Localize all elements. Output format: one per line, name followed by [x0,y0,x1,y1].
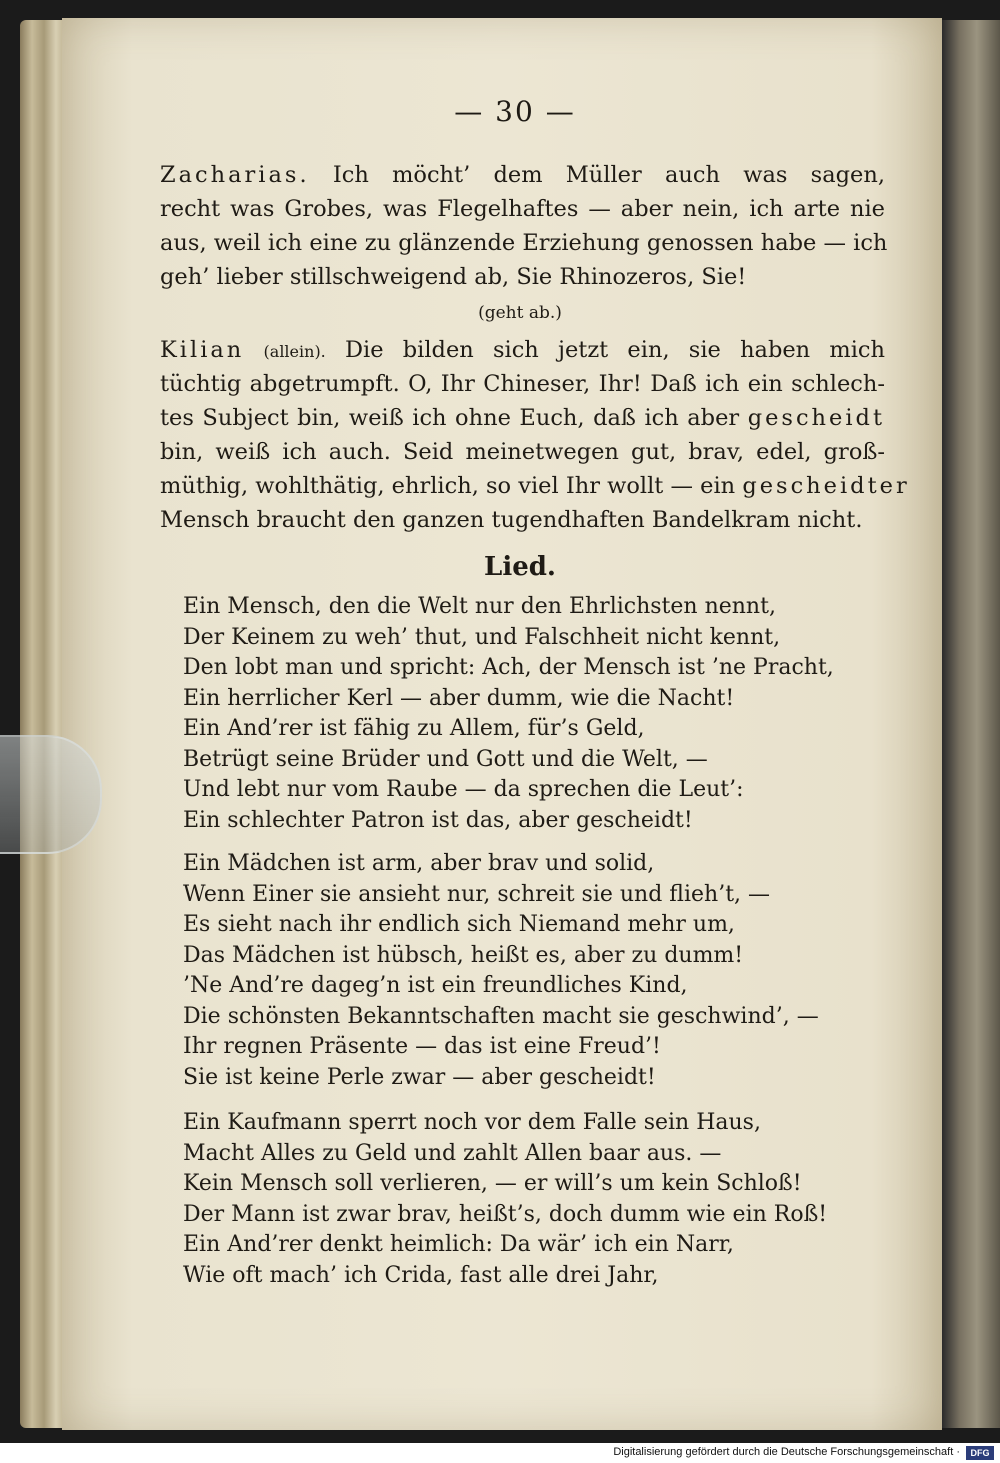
zacharias-line-3: aus, weil ich eine zu glänzende Erziehung genossen habe — ich [160,230,888,256]
verse-line: Ein Mädchen ist arm, aber brav und solid, [183,851,655,876]
verse-1 [183,592,834,836]
page-number: — 30 — [454,95,576,128]
verse-line: Sie ist keine Perle zwar — aber gescheidt! [183,1064,656,1090]
verse-line: Ein Mensch, den die Welt nur den Ehrlichsten nennt, [183,594,776,619]
kilian-line-1 [160,333,885,367]
speech-text: tes Subject bin, weiß ich ohne Euch, daß ich aber [160,405,740,431]
kilian-line-3 [160,401,885,435]
verse-line: Ein And’rer ist fähig zu Allem, für’s Geld, [183,716,645,741]
verse-line: Den lobt man und spricht: Ach, der Mensch ist ’ne Pracht, [183,655,834,680]
verse-line: Ein Kaufmann sperrt noch vor dem Falle sein Haus, [183,1110,761,1135]
verse-line: Der Mann ist zwar brav, heißt’s, doch dumm wie ein Roß! [183,1201,828,1227]
verse-line: Kein Mensch soll verlieren, — er will’s um kein Schloß! [183,1171,802,1196]
speaker-zacharias: Zacharias. [160,162,310,188]
song-title: Lied. [484,552,556,582]
kilian-line-4: bin, weiß ich auch. Seid meinetwegen gut, brav, edel, groß- [160,439,885,465]
verse-line: Wenn Einer sie ansieht nur, schreit sie und flieh’t, — [183,881,771,907]
zacharias-line-2: recht was Grobes, was Flegelhaftes — aber nein, ich arte nie [160,196,885,222]
verse-line: Wie oft mach’ ich Crida, fast alle drei Jahr, [183,1262,659,1288]
verse-line: Ein schlechter Patron ist das, aber gescheidt! [183,807,693,833]
verse-line: Betrügt seine Brüder und Gott und die Welt, — [183,746,708,772]
kilian-line-5 [160,469,910,503]
footer-bar [0,1443,1000,1463]
verse-line: Und lebt nur vom Raube — da sprechen die Leut’: [183,777,744,802]
speaker-kilian: Kilian [160,337,245,363]
kilian-line-6: Mensch braucht den ganzen tugendhaften Bandelkram nicht. [160,507,863,533]
verse-line: ’Ne And’re dageg’n ist ein freundliches Kind, [183,973,688,998]
dfg-logo[interactable]: DFG [966,1446,994,1460]
verse-3 [183,1108,827,1291]
verse-line: Es sieht nach ihr endlich sich Niemand mehr um, [183,912,735,937]
kilian-line-2: tüchtig abgetrumpft. O, Ihr Chineser, Ihr! Daß ich ein schlech- [160,371,885,397]
verse-2 [183,849,819,1093]
footer-credit: Digitalisierung gefördert durch die Deutsche Forschungsgemeinschaft · [613,1446,960,1458]
zacharias-line-1 [160,158,885,192]
verse-line: Ihr regnen Präsente — das ist eine Freud’! [183,1034,661,1059]
speech-text: Die bilden sich jetzt ein, sie haben mich [344,337,886,363]
zacharias-speech [160,158,888,294]
verse-line: Ein herrlicher Kerl — aber dumm, wie die Nacht! [183,685,735,711]
emphasis-gescheidter: gescheidter [742,473,910,499]
verse-line: Ein And’rer denkt heimlich: Da wär’ ich ein Narr, [183,1232,734,1257]
speech-text: müthig, wohlthätig, ehrlich, so viel Ihr wollt — ein [160,473,736,499]
verse-line: Macht Alles zu Geld und zahlt Allen baar aus. — [183,1140,722,1166]
verse-line: Der Keinem zu weh’ thut, und Falschheit nicht kennt, [183,624,781,650]
verse-line: Das Mädchen ist hübsch, heißt es, aber zu dumm! [183,942,744,968]
verse-line: Die schönsten Bekanntschaften macht sie geschwind’, — [183,1003,819,1029]
page-clip [0,735,102,854]
zacharias-line-4: geh’ lieber stillschweigend ab, Sie Rhinozeros, Sie! [160,264,747,290]
kilian-speech [160,333,910,537]
speech-text: Ich möcht’ dem Müller auch was sagen, [332,162,885,188]
facing-page-edge [942,20,1000,1428]
emphasis-gescheidt: gescheidt [747,405,886,431]
kilian-aside: (allein). [263,342,326,361]
stage-direction: (geht ab.) [478,303,562,323]
